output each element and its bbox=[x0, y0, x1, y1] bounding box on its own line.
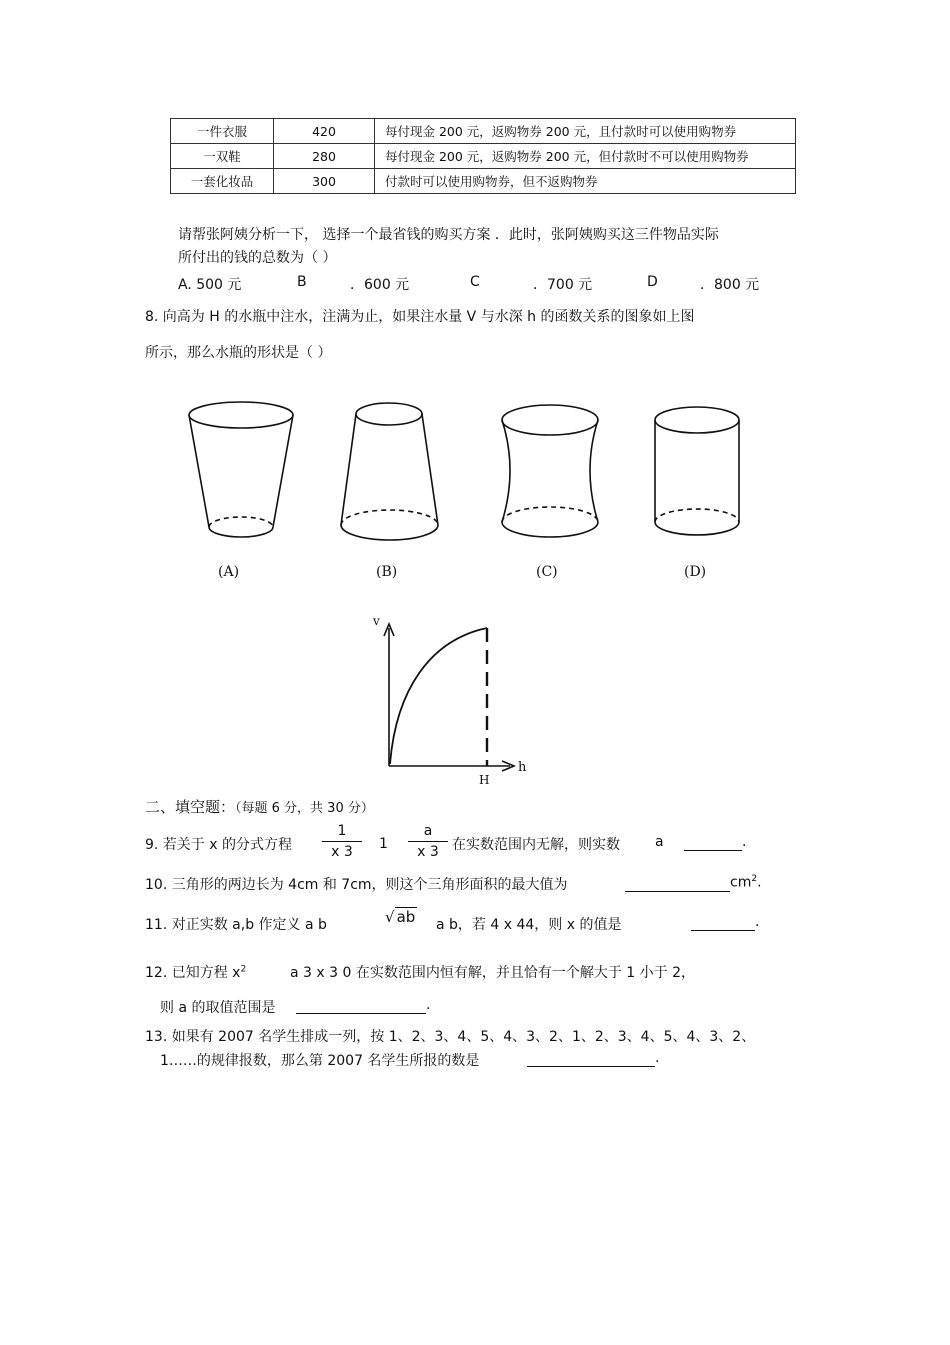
bottle-shape-b bbox=[341, 403, 438, 540]
q11-sqrt bbox=[385, 908, 417, 926]
section-heading: 二、填空题： bbox=[145, 798, 236, 816]
q7-option-b-value: ．600 元 bbox=[350, 277, 410, 293]
q11-prefix: 11. 对正实数 a,b 作定义 a b bbox=[145, 917, 327, 933]
q12-prefix: 12. 已知方程 $x^2$ bbox=[145, 964, 247, 981]
q7-option-d-value: ．800 元 bbox=[700, 277, 760, 293]
q9-middle: 1 bbox=[379, 836, 388, 852]
table-cell-item: 一套化妆品 bbox=[171, 169, 274, 194]
q10-answer-line[interactable]: $cm^2$. bbox=[625, 874, 762, 892]
section-title bbox=[145, 796, 374, 817]
q13-answer-line[interactable]: . bbox=[527, 1050, 659, 1067]
q10-text: 10. 三角形的两边长为 4cm 和 7cm，则这个三角形面积的最大值为 bbox=[145, 877, 568, 893]
q9-fraction-2 bbox=[408, 823, 448, 860]
q8-line1: 8. 向高为 H 的水瓶中注水，注满为止，如果注水量 V 与水深 h 的函数关系的图象如上图 bbox=[145, 309, 695, 325]
table-cell-item: 一件衣服 bbox=[171, 119, 274, 144]
table-cell-rule: 付款时可以使用购物券，但不返购物券 bbox=[375, 169, 796, 194]
q9-fraction-1 bbox=[322, 823, 362, 860]
q13-line2: 1……的规律报数，那么第 2007 名学生所报的数是 bbox=[160, 1053, 480, 1069]
q12-answer-line[interactable]: . bbox=[296, 997, 430, 1014]
bottle-shape-d bbox=[655, 407, 739, 535]
graph-v-label: v bbox=[373, 614, 380, 628]
q7-option-b-letter: B bbox=[297, 274, 307, 290]
table-cell-rule: 每付现金 200 元，返购物券 200 元，但付款时不可以使用购物券 bbox=[375, 144, 796, 169]
q9-prefix: 9. 若关于 x 的分式方程 bbox=[145, 837, 292, 853]
q9-variable: a bbox=[655, 834, 664, 850]
q12-exponent: 2 bbox=[240, 964, 247, 975]
q7-option-d-letter: D bbox=[647, 274, 658, 290]
q9-suffix: 在实数范围内无解，则实数 bbox=[452, 837, 620, 853]
q11-middle: a b，若 4 x 44，则 x 的值是 bbox=[436, 917, 622, 933]
shape-label-a: (A) bbox=[218, 564, 240, 580]
fraction-denominator: x 3 bbox=[331, 844, 353, 860]
fraction-numerator: 1 bbox=[337, 823, 347, 839]
q13-line1: 13. 如果有 2007 名学生排成一列，按 1、2、3、4、5、4、3、2、1、2、3、4、5、4、3、2、 bbox=[145, 1029, 756, 1045]
q9-answer-line[interactable]: . bbox=[684, 834, 746, 851]
q12-line2: 则 a 的取值范围是 bbox=[160, 1000, 276, 1016]
section-note: （每题 6 分，共 30 分） bbox=[235, 801, 374, 816]
q7-line1: 请帮张阿姨分析一下， 选择一个最省钱的购买方案 ．此时，张阿姨购买这三件物品实际 bbox=[178, 227, 719, 243]
q11-answer-line[interactable]: . bbox=[691, 914, 759, 931]
q10-unit-exponent: 2 bbox=[751, 874, 758, 884]
volume-depth-graph bbox=[384, 624, 514, 771]
q8-line2: 所示，那么水瓶的形状是（ ） bbox=[145, 345, 332, 361]
table-cell-price: 420 bbox=[274, 119, 375, 144]
fraction-denominator: x 3 bbox=[417, 844, 439, 860]
q7-option-c-value: ．700 元 bbox=[533, 277, 593, 293]
q10-unit: cm bbox=[730, 874, 752, 891]
q7-line2: 所付出的钱的总数为（ ） bbox=[178, 250, 337, 266]
shape-label-c: (C) bbox=[536, 564, 558, 580]
sqrt-icon: √ bbox=[385, 908, 395, 926]
table-cell-price: 300 bbox=[274, 169, 375, 194]
graph-H-label: H bbox=[479, 773, 490, 787]
bottle-shape-c bbox=[502, 405, 598, 537]
fraction-numerator: a bbox=[423, 823, 433, 839]
sqrt-radicand: ab bbox=[396, 908, 416, 926]
table-cell-rule: 每付现金 200 元，返购物券 200 元，且付款时可以使用购物券 bbox=[375, 119, 796, 144]
table-cell-item: 一双鞋 bbox=[171, 144, 274, 169]
shape-label-b: (B) bbox=[376, 564, 398, 580]
q7-option-c-letter: C bbox=[470, 274, 480, 290]
table-cell-price: 280 bbox=[274, 144, 375, 169]
volume-curve bbox=[390, 628, 487, 764]
graph-h-label: h bbox=[518, 760, 527, 775]
shape-label-d: (D) bbox=[684, 564, 707, 580]
q12-middle: a 3 x 3 0 在实数范围内恒有解，并且恰有一个解大于 1 小于 2， bbox=[290, 965, 696, 981]
q7-option-a: A. 500 元 bbox=[178, 277, 242, 293]
bottle-shape-a bbox=[189, 402, 293, 537]
